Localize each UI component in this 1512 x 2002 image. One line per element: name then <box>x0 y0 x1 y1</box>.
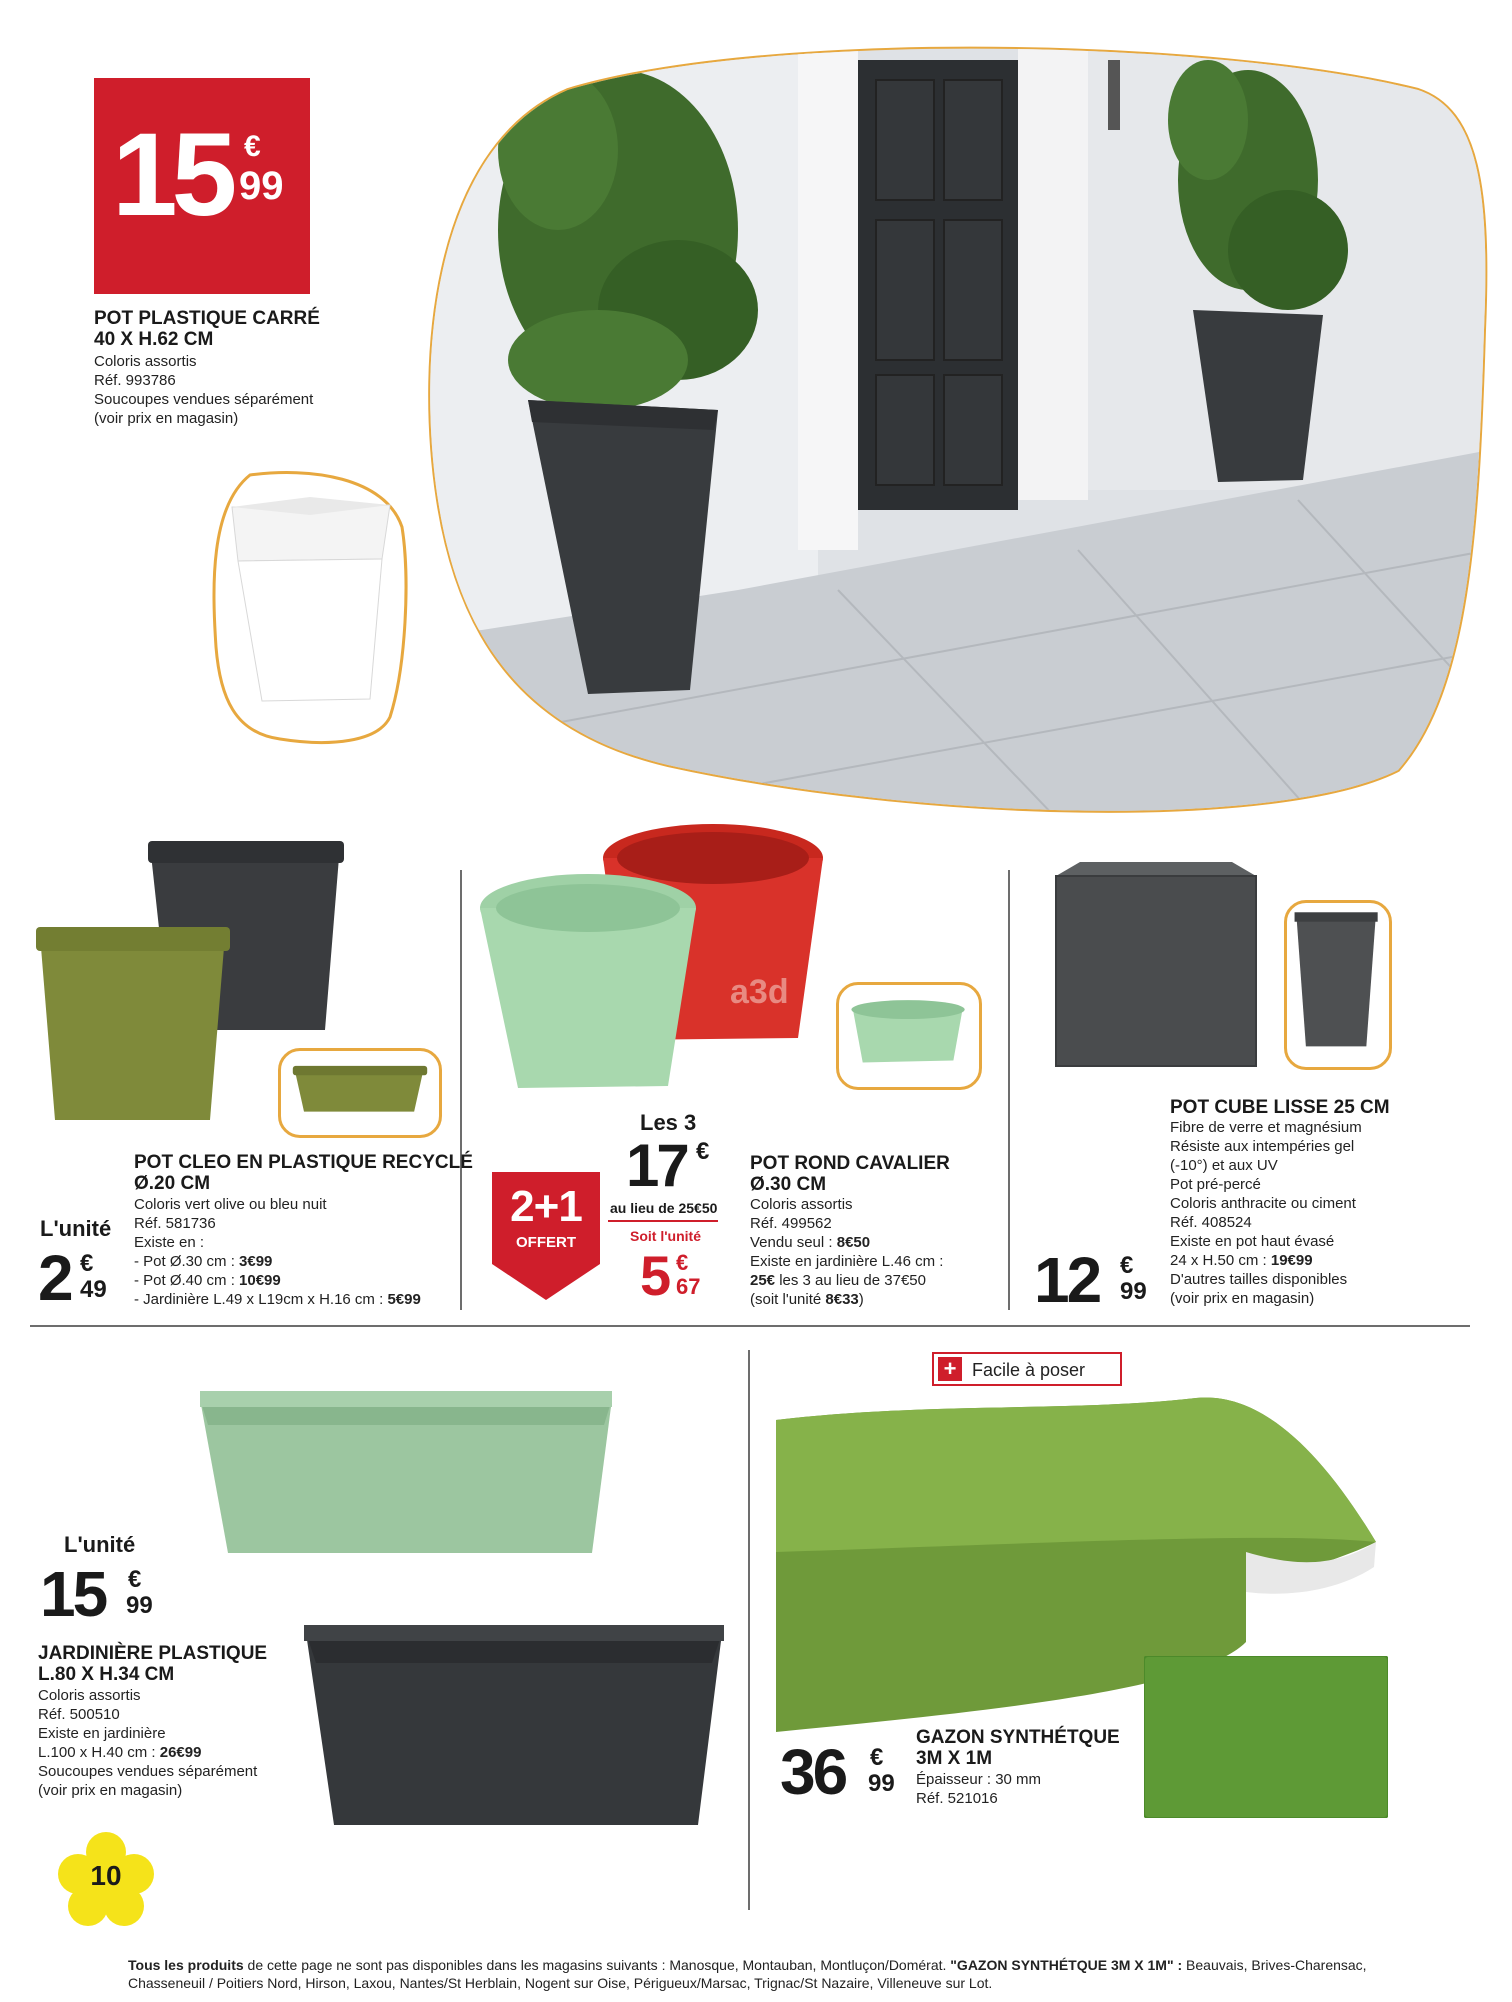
cavalier-variant-unit <box>750 1290 1000 1309</box>
cube-tall-thumb-image <box>1287 903 1389 1067</box>
label: 24 x H.50 cm : <box>1170 1252 1271 1269</box>
cube-detail: Pot pré-percé <box>1170 1176 1261 1193</box>
cube-detail: D'autres tailles disponibles <box>1170 1271 1348 1288</box>
label: L.100 x H.40 cm : <box>38 1744 160 1761</box>
cleo-unit-label: L'unité <box>40 1216 112 1241</box>
vertical-divider <box>460 870 462 1310</box>
variant-price: 3€99 <box>239 1253 273 1270</box>
horizontal-divider <box>30 1325 1470 1327</box>
gazon-thickness: Épaisseur : 30 mm <box>916 1771 1042 1788</box>
jardiniere-title: JARDINIÈRE PLASTIQUE <box>38 1643 268 1664</box>
cavalier-jardiniere-thumb-image <box>839 985 979 1087</box>
cleo-title: POT CLEO EN PLASTIQUE RECYCLÉ <box>134 1152 473 1173</box>
cube-detail: Existe en pot haut évasé <box>1170 1233 1335 1250</box>
cleo-variant-2 <box>134 1271 434 1290</box>
cube-price <box>1034 1244 1174 1318</box>
offer-badge-text <box>492 1172 600 1300</box>
cavalier-colors: Coloris assortis <box>750 1196 853 1213</box>
cavalier-unit-price <box>640 1244 720 1312</box>
hero-product-info <box>94 308 424 428</box>
variant-label: - Pot Ø.30 cm : <box>134 1253 240 1270</box>
vertical-divider <box>1008 870 1010 1310</box>
variant-label: - Pot Ø.40 cm : <box>134 1272 240 1289</box>
price-rule <box>608 1220 718 1222</box>
product-note: Soucoupes vendues séparément <box>94 391 314 408</box>
page-number: 10 <box>90 1860 122 1891</box>
cavalier-ref: Réf. 499562 <box>750 1215 832 1232</box>
price: 26€99 <box>159 1744 202 1761</box>
cube-detail: Résiste aux intempéries gel <box>1170 1138 1355 1155</box>
price-currency: € <box>244 130 261 163</box>
price-integer: 2 <box>38 1242 71 1314</box>
price-decimal: 99 <box>1120 1278 1147 1305</box>
cube-variant <box>1170 1251 1460 1270</box>
label-end: ) <box>858 1291 864 1308</box>
cube-details <box>1170 1118 1460 1308</box>
footer-lead: Tous les produits <box>128 1957 244 1973</box>
hero-photo <box>418 30 1490 820</box>
jardiniere-note: Soucoupes vendues séparément <box>38 1763 258 1780</box>
jardiniere-colors: Coloris assortis <box>38 1687 141 1704</box>
cleo-price <box>38 1242 138 1316</box>
vertical-divider <box>748 1350 750 1910</box>
price-integer: 15 <box>112 109 232 241</box>
gazon-ref: Réf. 521016 <box>916 1790 998 1807</box>
jardiniere-price <box>40 1558 180 1632</box>
footer-disclaimer <box>128 1956 1428 1992</box>
cavalier-title: POT ROND CAVALIER <box>750 1153 950 1174</box>
price: 25€ <box>750 1272 776 1289</box>
product-colors: Coloris assortis <box>94 353 197 370</box>
cube-tall-thumb <box>1284 900 1392 1070</box>
jardiniere-thumb <box>278 1048 442 1138</box>
price-decimal: 49 <box>80 1276 107 1303</box>
jardiniere-ref: Réf. 500510 <box>38 1706 120 1723</box>
price: 8€50 <box>836 1234 871 1251</box>
cube-detail: (-10°) et aux UV <box>1170 1157 1278 1174</box>
price: 8€33 <box>825 1291 859 1308</box>
price-integer: 15 <box>40 1558 106 1630</box>
cavalier-details <box>750 1195 1000 1309</box>
price-integer: 5 <box>640 1244 669 1307</box>
label: (soit l'unité <box>750 1291 826 1308</box>
cavalier-variant: Existe en jardinière L.46 cm : <box>750 1253 944 1270</box>
cavalier-size: Ø.30 CM <box>750 1174 827 1195</box>
product-size: 40 X H.62 CM <box>94 329 214 350</box>
price-currency: € <box>870 1744 884 1771</box>
product-note-2: (voir prix en magasin) <box>94 410 239 427</box>
gazon-price <box>780 1736 930 1810</box>
offer-main: 2+1 <box>510 1182 582 1231</box>
price-decimal: 99 <box>868 1770 895 1797</box>
product-title: POT PLASTIQUE CARRÉ <box>94 308 320 329</box>
price-currency: € <box>80 1250 94 1277</box>
price-integer: 36 <box>780 1736 846 1808</box>
cleo-variants-label: Existe en : <box>134 1234 205 1251</box>
price-integer: 12 <box>1034 1244 1100 1316</box>
jardiniere-unit-label: L'unité <box>64 1532 136 1557</box>
jardiniere-details <box>38 1686 298 1800</box>
variant-label: - Jardinière L.49 x L19cm x H.16 cm : <box>134 1291 388 1308</box>
footer-product: "GAZON SYNTHÉTQUE 3M X 1M" : <box>950 1957 1183 1973</box>
jardiniere-variant: Existe en jardinière <box>38 1725 166 1742</box>
cavalier-jardiniere-thumb <box>836 982 982 1090</box>
variant-price: 5€99 <box>387 1291 421 1308</box>
cavalier-single-price <box>750 1233 1000 1252</box>
cube-title: POT CUBE LISSE 25 CM <box>1170 1097 1390 1118</box>
cavalier-unit-label: Soit l'unité <box>630 1228 701 1244</box>
price-decimal: 99 <box>126 1592 153 1619</box>
price-currency: € <box>128 1566 142 1593</box>
cleo-variant-1 <box>134 1252 434 1271</box>
cube-detail: Fibre de verre et magnésium <box>1170 1119 1362 1136</box>
jardiniere-thumb-image <box>281 1051 439 1135</box>
label: Vendu seul : <box>750 1234 837 1251</box>
cleo-variant-3 <box>134 1290 434 1309</box>
cube-pot-image <box>1052 860 1260 1072</box>
cavalier-price <box>626 1132 726 1200</box>
cube-detail: Coloris anthracite ou ciment <box>1170 1195 1356 1212</box>
cube-ref: Réf. 408524 <box>1170 1214 1252 1231</box>
gazon-size: 3M X 1M <box>916 1748 993 1769</box>
cleo-size: Ø.20 CM <box>134 1173 211 1194</box>
cleo-details <box>134 1195 434 1309</box>
product-ref: Réf. 993786 <box>94 372 176 389</box>
cleo-ref: Réf. 581736 <box>134 1215 216 1232</box>
cavalier-pots-image <box>478 818 858 1098</box>
jardiniere-variant-price <box>38 1743 298 1762</box>
footer-text: Beauvais, Brives-Charensac, Chasseneuil / Poitiers Nord, Hirson, Laxou, Nantes/St Herblain, Nogent sur Oise, Périgueux/Marsac, Trignac/St Nazaire, Villeneuve sur Lot. <box>128 1957 1367 1991</box>
label: les 3 au lieu de 37€50 <box>775 1272 926 1289</box>
price-currency: € <box>1120 1252 1134 1279</box>
price-currency: € <box>676 1250 689 1275</box>
price: 19€99 <box>1270 1252 1313 1269</box>
cavalier-was-price: au lieu de 25€50 <box>610 1200 718 1216</box>
cube-detail: (voir prix en magasin) <box>1170 1290 1315 1307</box>
cleo-colors: Coloris vert olive ou bleu nuit <box>134 1196 327 1213</box>
offer-sub: OFFERT <box>516 1234 576 1251</box>
price-decimal: 99 <box>239 164 284 208</box>
jardiniere-note-2: (voir prix en magasin) <box>38 1782 183 1799</box>
easy-install-badge <box>932 1352 1122 1386</box>
cavalier-variant-price <box>750 1271 1000 1290</box>
badge-label: Facile à poser <box>972 1360 1086 1380</box>
hero-price-tag <box>94 78 310 294</box>
plus-icon: + <box>938 1357 962 1381</box>
white-pot-inset <box>210 467 410 747</box>
price-decimal: 67 <box>676 1274 701 1299</box>
price-currency: € <box>696 1138 710 1165</box>
grass-swatch-image <box>1144 1656 1388 1818</box>
footer-text: de cette page ne sont pas disponibles dans les magasins suivants : Manosque, Montauban, Montluçon/Domérat. <box>243 1957 951 1973</box>
cavalier-les3: Les 3 <box>640 1110 697 1135</box>
variant-price: 10€99 <box>239 1272 281 1289</box>
price-integer: 17 <box>626 1132 687 1199</box>
jardiniere-size: L.80 X H.34 CM <box>38 1664 175 1685</box>
watermark-text: a3d <box>730 973 789 1011</box>
gazon-title: GAZON SYNTHÉTQUE <box>916 1727 1120 1748</box>
